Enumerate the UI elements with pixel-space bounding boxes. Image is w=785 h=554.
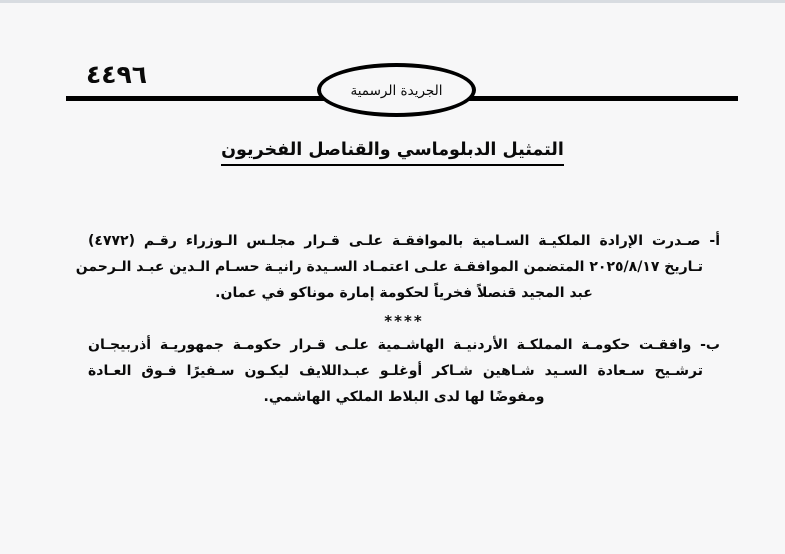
item-b-line-1	[88, 332, 720, 358]
item-a-line-3: عبد المجيد قنصلاً فخرياً لحكومة إمارة موناكو في عمان.	[215, 285, 593, 301]
gazette-body	[75, 228, 721, 410]
stars-separator: ****	[384, 312, 424, 330]
section-title-text: التمثيل الدبلوماسي والقناصل الفخريون	[221, 140, 564, 166]
item-b-line-3: ومفوضًا لها لدى البلاط الملكي الهاشمي.	[263, 389, 545, 405]
item-b-line-2: ترشـيح سـعادة السـيد شـاهين شـاكر أوغلـو عبـداللايف ليكـون سـفيرًا فـوق العـادة	[88, 363, 703, 379]
item-b-line-1-text: وافقـت حكومـة المملكـة الأردنيـة الهاشـمية علـى قـرار حكومـة جمهوريـة أذربيجـان	[88, 337, 692, 353]
gazette-item-a	[75, 228, 720, 306]
item-a-line-1-text: صـدرت الإرادة الملكيـة السـامية بالموافقـة علـى قـرار مجلـس الـوزراء رقـم (٤٧٧٢)	[88, 233, 701, 249]
gazette-badge-label: الجريدة الرسمية	[350, 83, 443, 99]
window-top-strip	[0, 0, 785, 3]
section-title	[0, 140, 785, 166]
gazette-badge	[317, 63, 476, 117]
gazette-item-b	[88, 332, 720, 410]
item-a-line-2: تـاريخ ٢٠٢٥/٨/١٧ المتضمن الموافقـة علـى اعتمـاد السـيدة رانيـة حسـام الـدين عبـد الـرحمن	[75, 259, 703, 275]
item-a-marker: أ-	[709, 233, 720, 249]
item-b-marker: ب-	[700, 337, 721, 353]
item-a-line-1	[88, 228, 720, 254]
page-number: ٤٤٩٦	[86, 60, 148, 89]
